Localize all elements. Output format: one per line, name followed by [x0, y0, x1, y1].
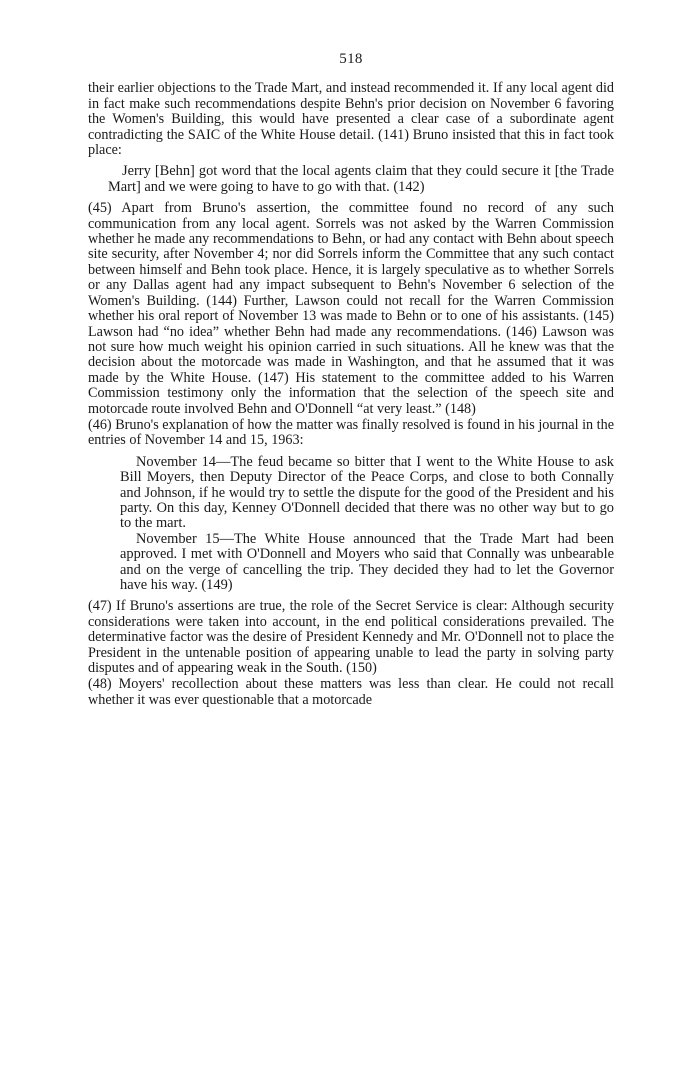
paragraph-46: (46) Bruno's explanation of how the matter was finally resolved is found in his journal in the entries of November 14 and 15, 1963: [88, 416, 614, 449]
paragraph-48: (48) Moyers' recollection about these matters was less than clear. He could not recall whether it was ever questionable that a motorcade [88, 676, 614, 708]
document-page [88, 52, 614, 708]
page-number: 518 [339, 51, 363, 67]
journal-entry-nov-14: November 14—The feud became so bitter that I went to the White House to ask Bill Moyers, then Deputy Director of the Peace Corps, and close to both Connally and Johnson, if he would try to settle the dispute for the good of the President and his party. On this day, Kenney O'Donnell decided that there was no other way but to go to the mart. [120, 453, 614, 532]
block-quote-bruno [88, 164, 614, 195]
paragraph-intro: their earlier objections to the Trade Mart, and instead recommended it. If any local agent did in fact make such recommendations despite Behn's prior decision on November 6 favoring the Women's Building, this would have presented a clear case of a subordinate agent contradicting the SAIC of the White House detail. (141) Bruno insisted that this in fact took place: [88, 80, 614, 159]
quote-text: Jerry [Behn] got word that the local agents claim that they could secure it [the Trade Mart] and we were going to have to go with that. (142) [108, 163, 614, 195]
paragraph-45: (45) Apart from Bruno's assertion, the committee found no record of any such communication from any local agent. Sorrels was not asked by the Warren Commission whether he made any recommendations to Behn, or had any contact with Behn about speech site security, after November 4; nor did Sorrels inform the Committee that any such contact between himself and Behn took place. Hence, it is largely speculative as to whether Sorrels or any Dallas agent had any impact subsequent to Behn's November 6 selection of the Women's Building. (144) Further, Lawson could not recall for the Warren Commission whether his oral report of November 13 was made to Behn or to one of his assistants. (145) Lawson had “no idea” whether Behn had made any recommendations. (146) Lawson was not sure how much weight his opinion carried in such situations. All he knew was that the decision about the motorcade was made in Washington, and that he assumed that it was made by the White House. (147) His statement to the committee added to his Warren Commission testimony only the information that the selection of the speech site and motorcade route involved Behn and O'Donnell “at very least.” (148) [88, 200, 614, 417]
journal-entry-nov-15: November 15—The White House announced that the Trade Mart had been approved. I met with O'Donnell and Moyers who said that Connally was unbearable and on the verge of cancelling the trip. They decided they had to let the Governor have his way. (149) [120, 530, 614, 593]
block-quote-journal [88, 455, 614, 594]
paragraph-47: (47) If Bruno's assertions are true, the role of the Secret Service is clear: Although security considerations were taken into account, in the end political considerations prevailed. The determinative factor was the desire of President Kennedy and Mr. O'Donnell not to place the President in the untenable position of appearing unable to lead the party in solving party disputes and of appearing weak in the South. (150) [88, 598, 614, 677]
